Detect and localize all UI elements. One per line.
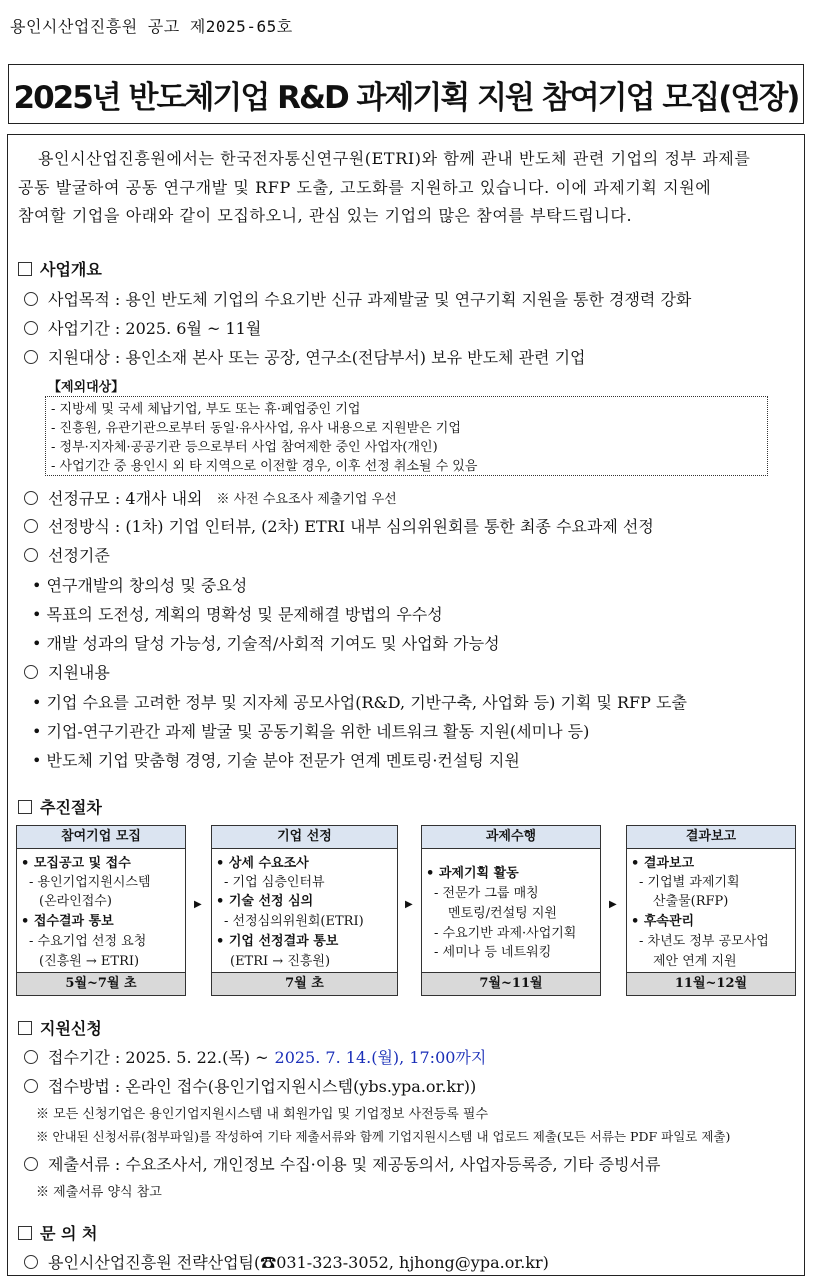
application-documents-note: ※ 제출서류 양식 참고 (36, 1185, 162, 1200)
exclusion-title: 【제외대상】 (48, 380, 125, 395)
exclusion-item: - 사업기간 중 용인시 외 타 지역으로 이전할 경우, 이후 선정 취소될 수 있음 (51, 459, 478, 474)
procedure-step-report (626, 825, 796, 996)
step-line: - 수요기업 선정 요청 (29, 934, 147, 949)
circle-bullet-icon (24, 1157, 38, 1171)
section-application-label: 지원신청 (40, 1019, 102, 1038)
overview-scale-note: ※ 사전 수요조사 제출기업 우선 (216, 492, 397, 507)
circle-bullet-icon (24, 665, 38, 679)
section-contact-heading (18, 1221, 98, 1244)
content-item: • 반도체 기업 맞춤형 경영, 기술 분야 전문가 연계 멘토링·컨설팅 지원 (32, 751, 520, 770)
overview-purpose (24, 287, 691, 310)
step-line: - 선정심의위원회(ETRI) (224, 914, 364, 929)
step-line: (진흥원 → ETRI) (39, 954, 140, 969)
circle-bullet-icon (24, 1050, 38, 1064)
square-bullet-icon (18, 800, 32, 814)
circle-bullet-icon (24, 321, 38, 335)
application-period-text: 접수기간 : 2025. 5. 22.(목) ~ (48, 1048, 269, 1067)
circle-bullet-icon (24, 491, 38, 505)
overview-scale-text: 선정규모 : 4개사 내외 (48, 489, 203, 508)
application-documents-text: 제출서류 : 수요조사서, 개인정보 수집·이용 및 제공동의서, 사업자등록증, 기타 증빙서류 (48, 1155, 661, 1174)
intro-line-1: 용인시산업진흥원에서는 한국전자통신연구원(ETRI)와 함께 관내 반도체 관련 기업의 정부 과제를 (38, 149, 751, 168)
overview-method (24, 514, 654, 537)
overview-purpose-text: 사업목적 : 용인 반도체 기업의 수요기반 신규 과제발굴 및 연구기획 지원을 통한 경쟁력 강화 (48, 290, 692, 309)
content-item: • 기업-연구기관간 과제 발굴 및 공동기획을 위한 네트워크 활동 지원(세미나 등) (32, 722, 590, 741)
step-line: (온라인접수) (39, 894, 112, 909)
overview-period-text: 사업기간 : 2025. 6월 ~ 11월 (48, 319, 262, 338)
step-line: - 전문가 그룹 매칭 (434, 886, 539, 901)
page-title: 2025년 반도체기업 R&D 과제기획 지원 참여기업 모집(연장) (13, 79, 799, 116)
step-period: 5월~7월 초 (17, 972, 185, 995)
step-line: • 상세 수요조사 (216, 856, 309, 871)
step-title: 과제수행 (422, 826, 600, 849)
circle-bullet-icon (24, 350, 38, 364)
section-overview-heading (18, 257, 102, 280)
step-line: - 수요기반 과제·사업기획 (434, 926, 577, 941)
step-period: 7월 초 (212, 972, 397, 995)
step-line: - 기업별 과제기획 (639, 875, 740, 890)
application-deadline: 2025. 7. 14.(월), 17:00까지 (274, 1048, 487, 1067)
section-contact-label: 문 의 처 (40, 1224, 98, 1243)
step-line: 제안 연계 지원 (653, 954, 737, 969)
circle-bullet-icon (24, 292, 38, 306)
circle-bullet-icon (24, 519, 38, 533)
overview-contents-label: 지원내용 (48, 663, 110, 682)
step-line: - 차년도 정부 공모사업 (639, 934, 769, 949)
overview-period (24, 316, 261, 339)
circle-bullet-icon (24, 1079, 38, 1093)
arrow-right-icon: ▶ (609, 899, 617, 910)
section-procedure-heading (18, 795, 102, 818)
circle-bullet-icon (24, 548, 38, 562)
criteria-item: • 목표의 도전성, 계획의 명확성 및 문제해결 방법의 우수성 (32, 605, 443, 624)
step-line: • 접수결과 통보 (21, 914, 114, 929)
intro-line-2: 공동 발굴하여 공동 연구개발 및 RFP 도출, 고도화를 지원하고 있습니다. 이에 과제기획 지원에 (18, 178, 712, 197)
overview-target (24, 345, 586, 368)
arrow-right-icon: ▶ (194, 899, 202, 910)
application-method-text: 접수방법 : 온라인 접수(용인기업지원시스템(ybs.ypa.or.kr)) (48, 1077, 477, 1096)
section-procedure-label: 추진절차 (40, 798, 102, 817)
arrow-right-icon: ▶ (405, 899, 413, 910)
step-title: 결과보고 (627, 826, 795, 849)
overview-criteria-label: 선정기준 (48, 546, 110, 565)
application-method (24, 1074, 476, 1097)
application-documents (24, 1152, 660, 1175)
overview-contents (24, 660, 110, 683)
application-period (24, 1045, 486, 1068)
overview-scale (24, 486, 397, 509)
criteria-item: • 개발 성과의 달성 가능성, 기술적/사회적 기여도 및 사업화 가능성 (32, 634, 500, 653)
section-overview-label: 사업개요 (40, 260, 102, 279)
procedure-step-selection (211, 825, 398, 996)
contact-info-text: 용인시산업진흥원 전략산업팀(☎031-323-3052, hjhong@ypa.or.kr) (48, 1253, 549, 1272)
overview-method-text: 선정방식 : (1차) 기업 인터뷰, (2차) ETRI 내부 심의위원회를 통한 최종 수요과제 선정 (48, 517, 654, 536)
notice-number: 용인시산업진흥원 공고 제2025-65호 (10, 17, 293, 36)
step-line: 산출물(RFP) (653, 894, 729, 909)
step-line: - 기업 심층인터뷰 (224, 875, 325, 890)
step-line: (ETRI → 진흥원) (230, 954, 331, 969)
overview-target-text: 지원대상 : 용인소재 본사 또는 공장, 연구소(전담부서) 보유 반도체 관련 기업 (48, 348, 586, 367)
criteria-item: • 연구개발의 창의성 및 중요성 (32, 576, 248, 595)
step-line: • 모집공고 및 접수 (21, 856, 131, 871)
step-line: - 용인기업지원시스템 (29, 875, 151, 890)
square-bullet-icon (18, 1021, 32, 1035)
exclusion-box (45, 396, 768, 476)
step-period: 7월~11월 (422, 972, 600, 995)
application-note: ※ 안내된 신청서류(첨부파일)를 작성하여 기타 제출서류와 함께 기업지원시스템 내 업로드 제출(모든 서류는 PDF 파일로 제출) (36, 1129, 731, 1144)
circle-bullet-icon (24, 1255, 38, 1269)
square-bullet-icon (18, 262, 32, 276)
step-period: 11월~12월 (627, 972, 795, 995)
exclusion-item: - 지방세 및 국세 체납기업, 부도 또는 휴·폐업중인 기업 (51, 402, 361, 417)
step-line: - 세미나 등 네트워킹 (434, 945, 552, 960)
exclusion-item: - 진흥원, 유관기관으로부터 동일·유사사업, 유사 내용으로 지원받은 기업 (51, 421, 461, 436)
exclusion-item: - 정부·지자체·공공기관 등으로부터 사업 참여제한 중인 사업자(개인) (51, 440, 438, 455)
step-title: 기업 선정 (212, 826, 397, 849)
step-line: • 과제기획 활동 (426, 866, 519, 881)
procedure-step-execution (421, 825, 601, 996)
overview-criteria (24, 543, 110, 566)
square-bullet-icon (18, 1226, 32, 1240)
procedure-step-recruit (16, 825, 186, 996)
step-line: • 기업 선정결과 통보 (216, 934, 339, 949)
title-box (8, 64, 804, 124)
step-line: 멘토링/컨설팅 지원 (448, 906, 557, 921)
step-line: • 결과보고 (631, 856, 695, 871)
application-note: ※ 모든 신청기업은 용인기업지원시스템 내 회원가입 및 기업정보 사전등록 필수 (36, 1107, 489, 1122)
contact-info (24, 1250, 549, 1273)
step-title: 참여기업 모집 (17, 826, 185, 849)
step-line: • 기술 선정 심의 (216, 894, 314, 909)
step-line: • 후속관리 (631, 914, 695, 929)
section-application-heading (18, 1016, 102, 1039)
intro-line-3: 참여할 기업을 아래와 같이 모집하오니, 관심 있는 기업의 많은 참여를 부탁드립니다. (18, 206, 633, 225)
content-item: • 기업 수요를 고려한 정부 및 지자체 공모사업(R&D, 기반구축, 사업화 등) 기획 및 RFP 도출 (32, 693, 687, 712)
